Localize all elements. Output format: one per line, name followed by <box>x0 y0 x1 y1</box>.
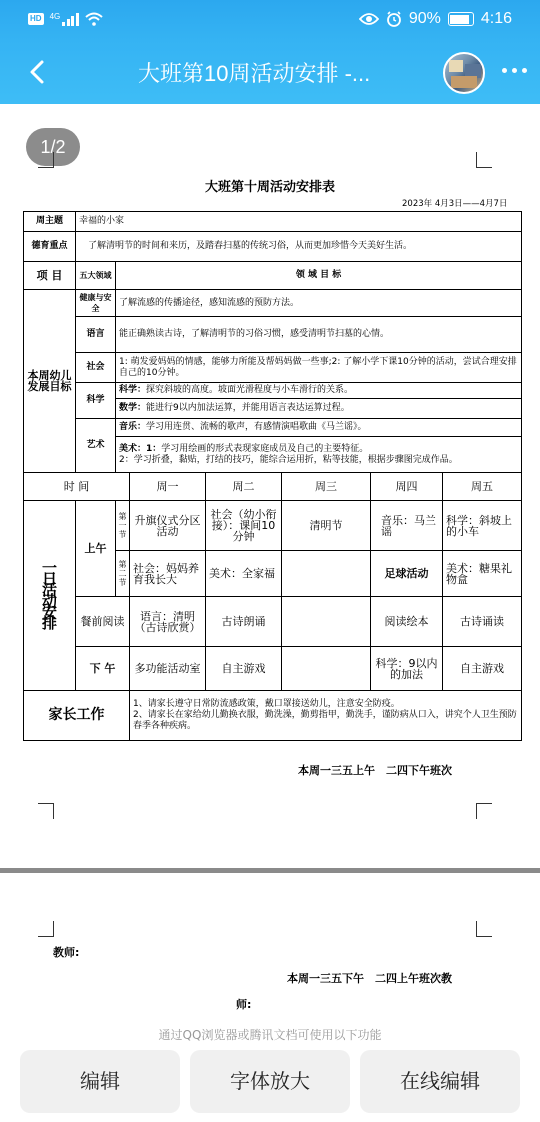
back-icon[interactable] <box>24 54 54 90</box>
five-areas-label: 五大领域 <box>76 262 116 290</box>
session1-tue: 社会（幼小衔接）：课间10分钟 <box>206 501 282 551</box>
session2-tue: 美术：全家福 <box>206 551 282 597</box>
session1-thu: 音乐：马兰谣 <box>371 501 443 551</box>
health-goal: 了解流感的传播途径，感知流感的预防方法。 <box>116 290 522 317</box>
afternoon-fri: 自主游戏 <box>443 647 522 691</box>
session2-thu: 足球活动 <box>371 551 443 597</box>
signal-icon <box>62 13 79 26</box>
goal-label: 领 域 目 标 <box>116 262 522 290</box>
status-bar <box>0 0 540 40</box>
item-label: 项 目 <box>24 262 76 290</box>
afternoon-wed <box>282 647 371 691</box>
moral-value: 了解清明节的时间和来历，及踏春扫墓的传统习俗，从而更加珍惜今天美好生活。 <box>76 232 522 262</box>
parent-work-label: 家长工作 <box>24 691 130 741</box>
font-zoom-button[interactable]: 字体放大 <box>190 1050 350 1113</box>
afternoon-label: 下 午 <box>76 647 130 691</box>
afternoon-tue: 自主游戏 <box>206 647 282 691</box>
development-goals-label: 本周幼儿发展目标 <box>24 290 76 473</box>
avatar[interactable] <box>443 52 485 94</box>
crop-mark-icon <box>476 152 492 168</box>
day-mon: 周一 <box>130 473 206 501</box>
schedule-table <box>23 211 522 741</box>
theme-label: 周主题 <box>24 212 76 232</box>
language-goal: 能正确熟读古诗，了解清明节的习俗习惯，感受清明节扫墓的心情。 <box>116 317 522 353</box>
feature-hint: 通过QQ浏览器或腾讯文档可使用以下功能 <box>158 1028 382 1042</box>
session1-wed: 清明节 <box>282 501 371 551</box>
crop-mark-icon <box>476 803 492 819</box>
eye-icon <box>359 12 379 26</box>
parent-work: 1、请家长遵守日常防流感政策，戴口罩接送幼儿，注意安全防疫。 2、请家长在家给幼儿勤换衣服，勤洗澡，勤剪指甲，勤洗手，谨防病从口入，讲究个人卫生预防春季各种疾病。 <box>130 691 522 741</box>
language-label: 语言 <box>76 317 116 353</box>
crop-mark-icon <box>38 152 54 168</box>
clock: 4:16 <box>480 10 512 27</box>
session2-mon: 社会：妈妈养育我长大 <box>130 551 206 597</box>
session2-label: 第二节 <box>116 551 130 597</box>
art-label: 艺术 <box>76 419 116 473</box>
daily-schedule-label: 一日活动安排 <box>24 501 76 691</box>
health-label: 健康与安全 <box>76 290 116 317</box>
day-wed: 周三 <box>282 473 371 501</box>
session2-fri: 美术：糖果礼物盒 <box>443 551 522 597</box>
doc-date: 2023年 4月3日——4月7日 <box>402 199 508 209</box>
pre-meal-label: 餐前阅读 <box>76 597 130 647</box>
battery-percent: 90% <box>408 10 441 27</box>
theme-value: 幸福的小家 <box>76 212 522 232</box>
pre-meal-fri: 古诗诵读 <box>443 597 522 647</box>
session2-wed <box>282 551 371 597</box>
moral-label: 德育重点 <box>24 232 76 262</box>
page2-teacher-suffix: 师: <box>236 998 252 1011</box>
page2-shift-note: 本周一三五下午 二四上午班次教 <box>287 972 452 985</box>
session1-label: 第一节 <box>116 501 130 551</box>
network-type: 4G <box>49 11 61 21</box>
science-label: 科学 <box>76 383 116 419</box>
science-goal: 科学：探究斜坡的高度。坡面光滑程度与小车滑行的关系。 <box>116 383 522 399</box>
page-separator <box>0 868 540 873</box>
session1-fri: 科学：斜坡上的小车 <box>443 501 522 551</box>
hd-badge: HD <box>30 14 42 23</box>
app-bar <box>0 40 540 104</box>
crop-mark-icon <box>476 921 492 937</box>
pre-meal-thu: 阅读绘本 <box>371 597 443 647</box>
pre-meal-wed <box>282 597 371 647</box>
morning-label: 上午 <box>76 501 116 597</box>
math-goal: 数学：能进行9以内加法运算，并能用语言表达运算过程。 <box>116 399 522 419</box>
music-goal: 音乐：学习用连贯、流畅的歌声，有感情演唱歌曲《马兰谣》。 <box>116 419 522 437</box>
session1-mon: 升旗仪式分区活动 <box>130 501 206 551</box>
battery-icon <box>448 12 474 26</box>
time-label: 时 间 <box>24 473 130 501</box>
alarm-icon <box>386 11 402 27</box>
social-goal: 1: 萌发爱妈妈的情感，能够力所能及帮妈妈做一些事;2: 了解小学下课10分钟的活动，尝试合理安排自己的10分钟。 <box>116 353 522 383</box>
crop-mark-icon <box>38 803 54 819</box>
doc-heading: 大班第十周活动安排表 <box>204 180 335 195</box>
online-edit-button[interactable]: 在线编辑 <box>360 1050 520 1113</box>
pre-meal-mon: 语言：清明（古诗欣赏） <box>130 597 206 647</box>
wifi-icon <box>85 12 103 26</box>
social-label: 社会 <box>76 353 116 383</box>
day-thu: 周四 <box>371 473 443 501</box>
shift-note: 本周一三五上午 二四下午班次 <box>298 764 452 777</box>
day-tue: 周二 <box>206 473 282 501</box>
document-title: 大班第10周活动安排 -... <box>138 61 371 86</box>
afternoon-mon: 多功能活动室 <box>130 647 206 691</box>
day-fri: 周五 <box>443 473 522 501</box>
fineart-goal: 美术：1：学习用绘画的形式表现家庭成员及自己的主要特征。 2：学习折叠，黏贴，打结的技巧，能综合运用折，粘等技能，根据步骤图完成作品。 <box>116 437 522 473</box>
page-indicator: 1/2 <box>26 128 80 166</box>
more-icon[interactable] <box>502 68 527 73</box>
page2-teacher: 教师: <box>53 946 80 959</box>
edit-button[interactable]: 编辑 <box>20 1050 180 1113</box>
afternoon-thu: 科学：9以内的加法 <box>371 647 443 691</box>
crop-mark-icon <box>38 921 54 937</box>
pre-meal-tue: 古诗朗诵 <box>206 597 282 647</box>
